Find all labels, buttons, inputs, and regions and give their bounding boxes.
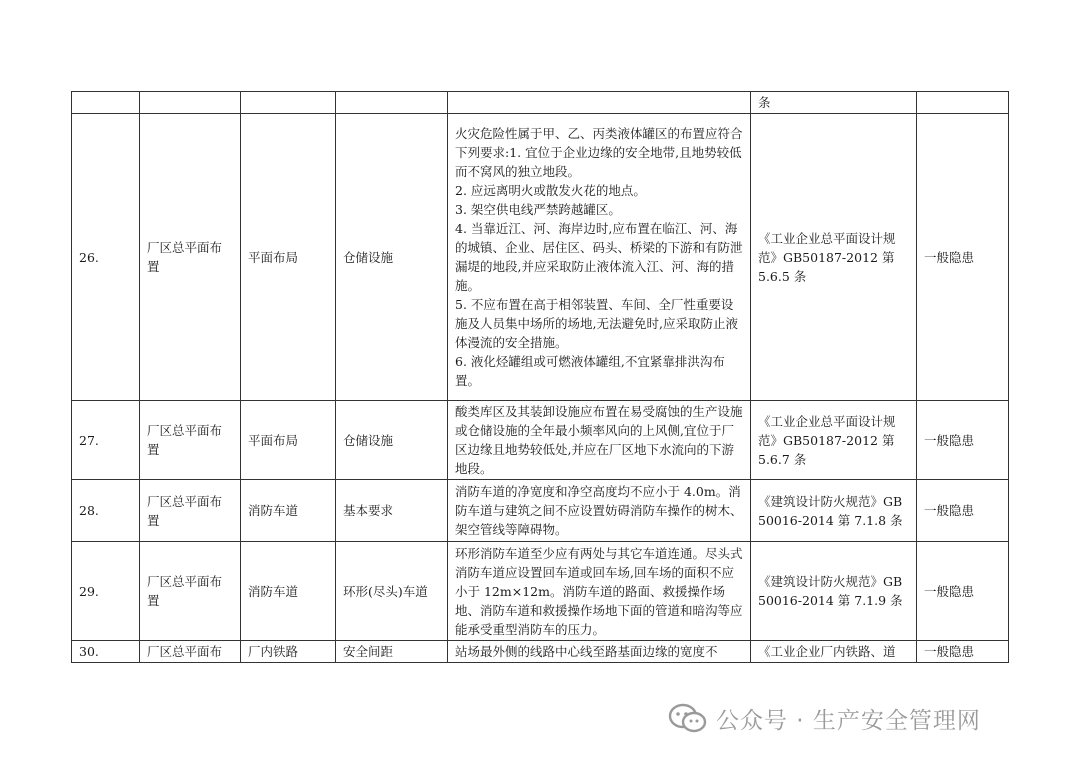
- content-line: 酸类库区及其装卸设施应布置在易受腐蚀的生产设施或仓储设施的全年最小频率风向的上风侧,宜位于厂区边缘且地势较低处,并应在厂区地下水流向的下游地段。: [455, 404, 743, 476]
- cell-category: 厂内铁路: [241, 641, 336, 663]
- cell-content: [448, 401, 751, 480]
- cell-category: 平面布局: [241, 401, 336, 480]
- cell-level: 一般隐患: [917, 641, 1009, 663]
- wechat-icon: [668, 703, 708, 735]
- cell-ref: 《工业企业总平面设计规范》GB50187-2012 第 5.6.5 条: [751, 114, 917, 401]
- cell-area: 厂区总平面布: [140, 641, 241, 663]
- table-row: [72, 641, 1009, 663]
- cell-level: 一般隐患: [917, 480, 1009, 542]
- cell-category: 消防车道: [241, 480, 336, 542]
- cell-area: 厂区总平面布置: [140, 401, 241, 480]
- content-line: 火灾危险性属于甲、乙、丙类液体罐区的布置应符合下列要求:1. 宜位于企业边缘的安全地带,且地势较低而不窝风的独立地段。: [455, 126, 743, 179]
- content-line: 环形消防车道至少应有两处与其它车道连通。尽头式消防车道应设置回车道或回车场,回车场的面积不应小于 12m×12m。消防车道的路面、救援操作场地、消防车道和救援操作场地下面的管道和暗沟等应能承受重型消防车的压力。: [455, 545, 743, 637]
- cell-item: 安全间距: [336, 641, 448, 663]
- cell-category: [241, 92, 336, 114]
- table-row-continued: [72, 92, 1009, 114]
- table-row: [72, 401, 1009, 480]
- cell-category: 消防车道: [241, 542, 336, 641]
- cell-no: 29.: [72, 542, 140, 641]
- cell-level: [917, 92, 1009, 114]
- cell-area: [140, 92, 241, 114]
- table-row: [72, 114, 1009, 401]
- content-line: 6. 液化烃罐组或可燃液体罐组,不宜紧靠排洪沟布置。: [455, 354, 725, 388]
- cell-area: 厂区总平面布置: [140, 542, 241, 641]
- cell-no: [72, 92, 140, 114]
- cell-item: [336, 92, 448, 114]
- table-row: [72, 480, 1009, 542]
- content-line: 4. 当靠近江、河、海岸边时,应布置在临江、河、海的城镇、企业、居住区、码头、桥梁的下游和有防泄漏堤的地段,并应采取防止液体流入江、河、海的措施。: [455, 221, 743, 293]
- cell-ref: 《工业企业厂内铁路、道: [751, 641, 917, 663]
- cell-no: 28.: [72, 480, 140, 542]
- hazard-table: [71, 91, 1009, 663]
- cell-no: 26.: [72, 114, 140, 401]
- cell-ref: 《建筑设计防火规范》GB50016-2014 第 7.1.9 条: [751, 542, 917, 641]
- cell-item: 仓储设施: [336, 401, 448, 480]
- content-line: 5. 不应布置在高于相邻装置、车间、全厂性重要设施及人员集中场所的场地,无法避免时,应采取防止液体漫流的安全措施。: [455, 297, 738, 350]
- cell-no: 30.: [72, 641, 140, 663]
- cell-level: 一般隐患: [917, 114, 1009, 401]
- cell-item: 环形(尽头)车道: [336, 542, 448, 641]
- watermark: [668, 702, 981, 735]
- content-line: 2. 应远离明火或散发火花的地点。: [455, 183, 646, 198]
- cell-area: 厂区总平面布置: [140, 114, 241, 401]
- cell-content: [448, 92, 751, 114]
- cell-content: [448, 641, 751, 663]
- cell-no: 27.: [72, 401, 140, 480]
- content-line: 3. 架空供电线严禁跨越罐区。: [455, 202, 621, 217]
- cell-ref: 《工业企业总平面设计规范》GB50187-2012 第 5.6.7 条: [751, 401, 917, 480]
- cell-level: 一般隐患: [917, 542, 1009, 641]
- watermark-text: 公众号 · 生产安全管理网: [716, 708, 981, 734]
- content-line: 消防车道的净宽度和净空高度均不应小于 4.0m。消防车道与建筑之间不应设置妨碍消防车操作的树木、架空管线等障碍物。: [455, 484, 743, 537]
- cell-item: 基本要求: [336, 480, 448, 542]
- cell-item: 仓储设施: [336, 114, 448, 401]
- cell-category: 平面布局: [241, 114, 336, 401]
- cell-ref: 《建筑设计防火规范》GB50016-2014 第 7.1.8 条: [751, 480, 917, 542]
- cell-ref: 条: [751, 92, 917, 114]
- cell-content: [448, 480, 751, 542]
- content-line: 站场最外侧的线路中心线至路基面边缘的宽度不: [455, 644, 718, 659]
- table-row: [72, 542, 1009, 641]
- cell-level: 一般隐患: [917, 401, 1009, 480]
- cell-content: [448, 542, 751, 641]
- cell-content: [448, 114, 751, 401]
- cell-area: 厂区总平面布置: [140, 480, 241, 542]
